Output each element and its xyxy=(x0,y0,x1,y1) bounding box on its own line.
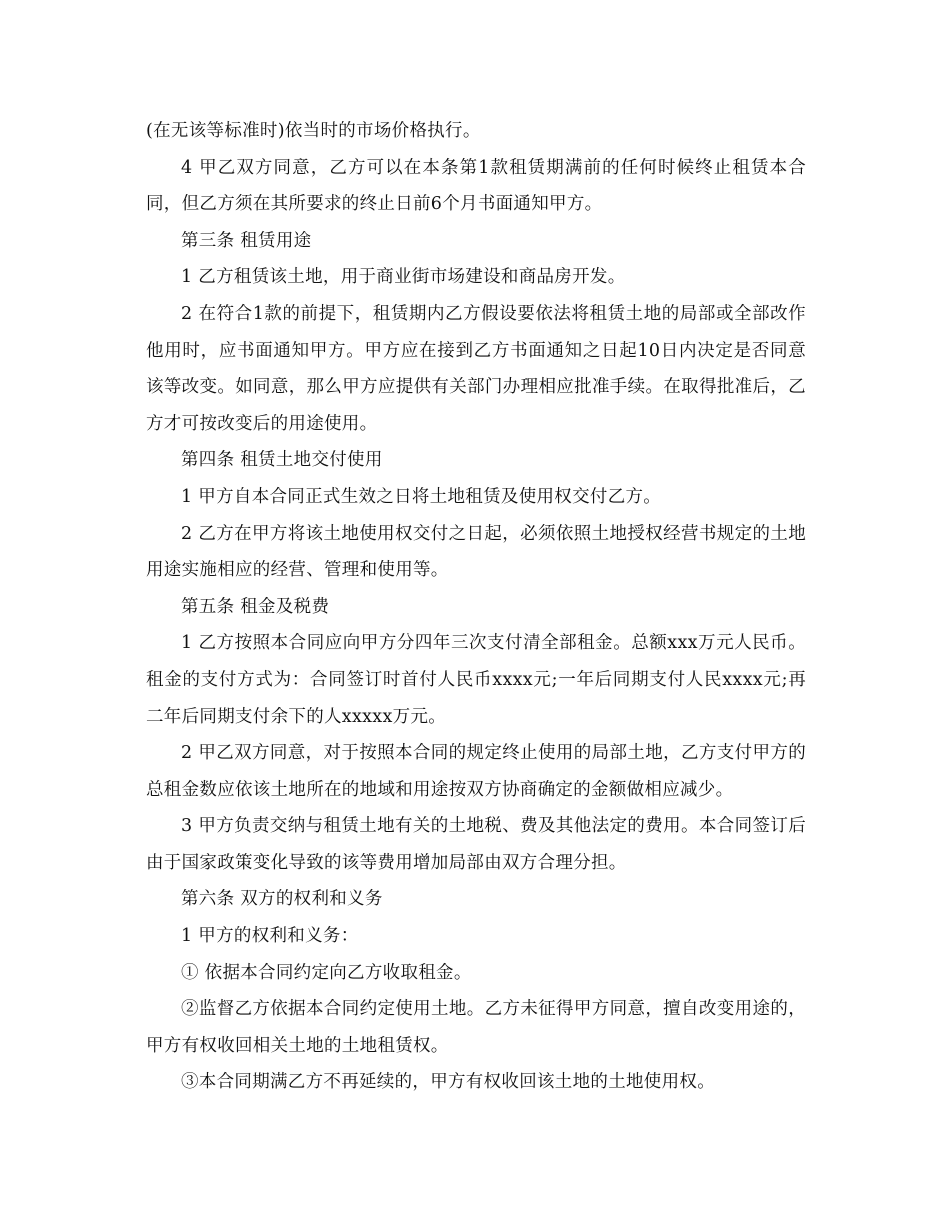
paragraph: (在无该等标准时)依当时的市场价格执行。 xyxy=(146,121,481,141)
list-item: ③本合同期满乙方不再延续的，甲方有权收回该土地的土地使用权。 xyxy=(181,1072,715,1093)
paragraph: 3 甲方负责交纳与租赁土地有关的土地税、费及其他法定的费用。本合同签订后由于国家政策变化导致的该等费用增加局部由双方合理分担。 xyxy=(146,816,806,873)
document-body xyxy=(146,113,806,1101)
list-item: ① 依据本合同约定向乙方收取租金。 xyxy=(181,962,472,983)
paragraph: 4 甲乙双方同意，乙方可以在本条第1款租赁期满前的任何时候终止租赁本合同，但乙方须在其所要求的终止日前6个月书面通知甲方。 xyxy=(146,157,806,215)
section-heading: 第四条 租赁土地交付使用 xyxy=(181,450,383,471)
paragraph: 1 乙方按照本合同应向甲方分四年三次支付清全部租金。总额xxx万元人民币。租金的支付方式为：合同签订时首付人民币xxxx元;一年后同期支付人民xxxx元;再二年后同期支付余下的人xxxxx万元。 xyxy=(146,633,806,727)
paragraph: 1 甲方的权利和义务： xyxy=(181,926,359,947)
paragraph: 1 乙方租赁该土地，用于商业街市场建设和商品房开发。 xyxy=(181,267,626,288)
section-heading: 第三条 租赁用途 xyxy=(181,230,312,251)
paragraph: 2 乙方在甲方将该土地使用权交付之日起，必须依照土地授权经营书规定的土地用途实施相应的经营、管理和使用等。 xyxy=(146,523,806,581)
paragraph: 1 甲方自本合同正式生效之日将土地租赁及使用权交付乙方。 xyxy=(181,486,662,507)
section-heading: 第六条 双方的权利和义务 xyxy=(181,889,383,910)
paragraph: 2 在符合1款的前提下，租赁期内乙方假设要依法将租赁土地的局部或全部改作他用时，应书面通知甲方。甲方应在接到乙方书面通知之日起10日内决定是否同意该等改变。如同意，那么甲方应提供有关部门办理相应批准手续。在取得批准后，乙方才可按改变后的用途使用。 xyxy=(146,303,806,434)
paragraph: 2 甲乙双方同意，对于按照本合同的规定终止使用的局部土地，乙方支付甲方的总租金数应依该土地所在的地域和用途按双方协商确定的金额做相应减少。 xyxy=(146,743,806,800)
list-item: ②监督乙方依据本合同约定使用土地。乙方未征得甲方同意，擅自改变用途的，甲方有权收回相关土地的土地租赁权。 xyxy=(146,999,806,1056)
section-heading: 第五条 租金及税费 xyxy=(181,596,330,617)
